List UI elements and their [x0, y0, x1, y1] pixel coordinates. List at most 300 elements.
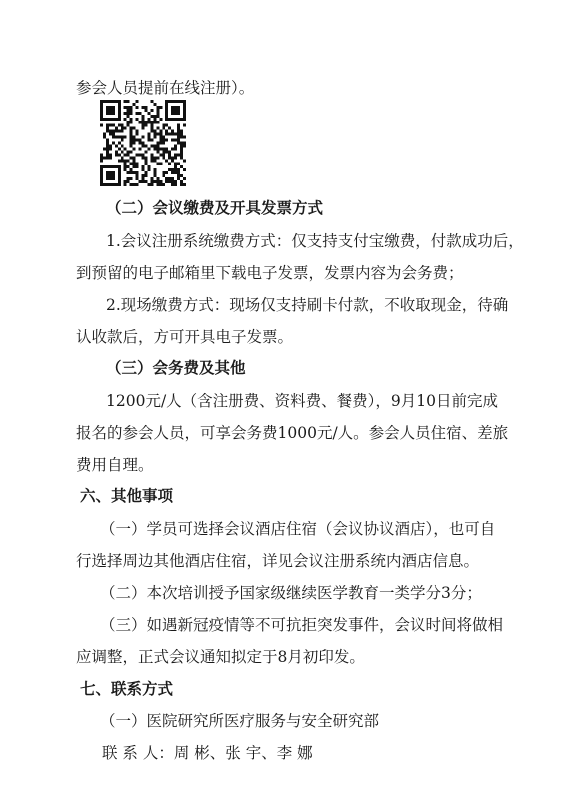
qr-module — [112, 109, 115, 112]
qr-module — [165, 124, 168, 127]
qr-module — [118, 100, 121, 103]
qr-module — [159, 183, 162, 186]
qr-module — [159, 153, 162, 156]
qr-module — [103, 156, 106, 159]
qr-module — [124, 180, 127, 183]
qr-module — [162, 127, 165, 130]
qr-module — [180, 165, 183, 168]
qr-module — [100, 165, 103, 168]
text-line-onsite-payment-cont: 认收款后，方可开具电子发票。 — [76, 328, 294, 346]
section-heading-other-matters: 六、其他事项 — [80, 486, 174, 505]
qr-module — [127, 112, 130, 115]
qr-module — [118, 153, 121, 156]
qr-module — [109, 177, 112, 180]
qr-module — [109, 153, 112, 156]
qr-module — [177, 106, 180, 109]
qr-module — [150, 177, 153, 180]
section-heading-payment-invoice: （二）会议缴费及开具发票方式 — [106, 198, 324, 217]
qr-module — [168, 180, 171, 183]
qr-module — [168, 100, 171, 103]
qr-module — [142, 106, 145, 109]
qr-module — [177, 153, 180, 156]
qr-module — [150, 159, 153, 162]
qr-module — [121, 136, 124, 139]
qr-module — [165, 118, 168, 121]
qr-module — [159, 136, 162, 139]
qr-module — [106, 109, 109, 112]
qr-module — [112, 130, 115, 133]
qr-module — [136, 153, 139, 156]
qr-module — [156, 115, 159, 118]
qr-module — [115, 153, 118, 156]
qr-module — [124, 153, 127, 156]
qr-module — [100, 115, 103, 118]
qr-module — [118, 106, 121, 109]
qr-module — [127, 115, 130, 118]
qr-module — [162, 124, 165, 127]
qr-module — [162, 136, 165, 139]
qr-module — [180, 153, 183, 156]
text-line-online-payment: 1.会议注册系统缴费方式：仅支持支付宝缴费，付款成功后， — [106, 232, 524, 250]
qr-module — [118, 180, 121, 183]
qr-module — [150, 100, 153, 103]
qr-module — [168, 153, 171, 156]
qr-module — [174, 106, 177, 109]
qr-module — [121, 159, 124, 162]
qr-module — [153, 156, 156, 159]
qr-module — [177, 162, 180, 165]
qr-module — [168, 150, 171, 153]
qr-module — [144, 124, 147, 127]
qr-module — [156, 156, 159, 159]
qr-module — [150, 144, 153, 147]
section-heading-fees-other: （三）会务费及其他 — [106, 358, 246, 377]
qr-module — [180, 147, 183, 150]
text-line-credits: （二）本次培训授予国家级继续医学教育一类学分3分； — [100, 584, 482, 602]
qr-module — [153, 168, 156, 171]
qr-module — [142, 136, 145, 139]
qr-module — [136, 130, 139, 133]
qr-module — [153, 103, 156, 106]
qr-module — [139, 142, 142, 145]
qr-module — [153, 118, 156, 121]
qr-module — [147, 165, 150, 168]
qr-module — [150, 156, 153, 159]
qr-module — [118, 165, 121, 168]
qr-module — [136, 139, 139, 142]
qr-module — [106, 171, 109, 174]
qr-module — [150, 139, 153, 142]
qr-module — [156, 112, 159, 115]
qr-module — [130, 121, 133, 124]
qr-module — [127, 124, 130, 127]
qr-module — [165, 139, 168, 142]
qr-module — [112, 106, 115, 109]
qr-module — [144, 156, 147, 159]
qr-module — [121, 150, 124, 153]
qr-module — [103, 100, 106, 103]
qr-module — [165, 150, 168, 153]
qr-module — [162, 183, 165, 186]
qr-module — [112, 112, 115, 115]
qr-module — [165, 147, 168, 150]
qr-module — [174, 147, 177, 150]
qr-module — [112, 142, 115, 145]
qr-module — [183, 115, 186, 118]
qr-module — [177, 118, 180, 121]
qr-module — [133, 103, 136, 106]
qr-module — [159, 162, 162, 165]
qr-module — [183, 112, 186, 115]
qr-module — [100, 118, 103, 121]
qr-module — [147, 112, 150, 115]
qr-module — [174, 168, 177, 171]
qr-module — [124, 147, 127, 150]
qr-module — [142, 156, 145, 159]
qr-module — [144, 174, 147, 177]
qr-module — [109, 124, 112, 127]
qr-module — [139, 139, 142, 142]
qr-module — [165, 106, 168, 109]
qr-module — [168, 127, 171, 130]
qr-module — [177, 112, 180, 115]
qr-module — [133, 171, 136, 174]
qr-module — [177, 177, 180, 180]
qr-module — [112, 165, 115, 168]
qr-module — [124, 165, 127, 168]
qr-module — [180, 118, 183, 121]
qr-module — [130, 144, 133, 147]
qr-module — [121, 130, 124, 133]
qr-module — [130, 183, 133, 186]
qr-module — [177, 100, 180, 103]
qr-module — [156, 177, 159, 180]
qr-module — [112, 174, 115, 177]
qr-module — [180, 156, 183, 159]
qr-module — [153, 130, 156, 133]
qr-module — [165, 112, 168, 115]
qr-module — [165, 103, 168, 106]
text-line-department: （一）医院研究所医疗服务与安全研究部 — [100, 712, 380, 730]
qr-module — [168, 177, 171, 180]
qr-module — [106, 183, 109, 186]
qr-module — [144, 150, 147, 153]
qr-module — [133, 156, 136, 159]
qr-module — [115, 127, 118, 130]
qr-module — [112, 171, 115, 174]
qr-module — [156, 150, 159, 153]
qr-module — [121, 124, 124, 127]
qr-module — [183, 124, 186, 127]
qr-module — [153, 159, 156, 162]
qr-module — [127, 109, 130, 112]
qr-module — [100, 106, 103, 109]
qr-module — [115, 183, 118, 186]
qr-module — [109, 183, 112, 186]
qr-module — [171, 177, 174, 180]
qr-module — [156, 127, 159, 130]
qr-module — [109, 165, 112, 168]
qr-module — [180, 144, 183, 147]
qr-module — [142, 144, 145, 147]
qr-module — [118, 130, 121, 133]
qr-module — [147, 147, 150, 150]
text-line-registration-note: 参会人员提前在线注册）。 — [76, 79, 255, 97]
qr-module — [130, 168, 133, 171]
qr-module — [177, 109, 180, 112]
qr-module — [133, 159, 136, 162]
qr-module — [147, 118, 150, 121]
qr-module — [180, 133, 183, 136]
qr-module — [171, 118, 174, 121]
qr-module — [171, 147, 174, 150]
qr-module — [133, 127, 136, 130]
qr-module — [171, 109, 174, 112]
text-line-covid-adjustment: （三）如遇新冠疫情等不可抗拒突发事件，会议时间将做相 — [100, 616, 504, 634]
qr-module — [124, 106, 127, 109]
qr-module — [115, 165, 118, 168]
text-line-accommodation-cont: 行选择周边其他酒店住宿，详见会议注册系统内酒店信息。 — [76, 552, 480, 570]
qr-module — [118, 177, 121, 180]
qr-module — [130, 156, 133, 159]
qr-module — [139, 112, 142, 115]
qr-module — [142, 127, 145, 130]
qr-module — [156, 142, 159, 145]
qr-module — [130, 118, 133, 121]
qr-module — [106, 142, 109, 145]
qr-module — [124, 168, 127, 171]
qr-module — [109, 171, 112, 174]
text-line-fee-self-pay: 费用自理。 — [76, 456, 154, 474]
qr-module — [144, 162, 147, 165]
qr-module — [127, 106, 130, 109]
qr-module — [127, 150, 130, 153]
qr-module — [109, 109, 112, 112]
qr-module — [115, 144, 118, 147]
qr-module — [106, 150, 109, 153]
qr-module — [177, 171, 180, 174]
qr-module — [144, 121, 147, 124]
qr-module — [168, 156, 171, 159]
qr-module — [103, 133, 106, 136]
qr-module — [133, 165, 136, 168]
qr-module — [150, 130, 153, 133]
qr-module — [171, 106, 174, 109]
qr-module — [133, 142, 136, 145]
qr-module — [174, 133, 177, 136]
qr-module — [130, 171, 133, 174]
qr-module — [136, 118, 139, 121]
qr-module — [112, 100, 115, 103]
qr-module — [112, 183, 115, 186]
qr-module — [144, 106, 147, 109]
qr-module — [159, 133, 162, 136]
qr-module — [106, 177, 109, 180]
qr-module — [139, 147, 142, 150]
qr-module — [121, 139, 124, 142]
qr-module — [153, 144, 156, 147]
qr-module — [183, 103, 186, 106]
qr-module — [162, 153, 165, 156]
qr-module — [106, 106, 109, 109]
qr-module — [103, 118, 106, 121]
qr-module — [150, 183, 153, 186]
qr-module — [127, 180, 130, 183]
qr-module — [147, 136, 150, 139]
qr-module — [106, 112, 109, 115]
qr-module — [159, 139, 162, 142]
qr-module — [136, 183, 139, 186]
qr-module — [100, 156, 103, 159]
qr-module — [136, 174, 139, 177]
qr-module — [136, 177, 139, 180]
qr-module — [162, 142, 165, 145]
qr-module — [118, 124, 121, 127]
qr-module — [174, 180, 177, 183]
qr-module — [171, 180, 174, 183]
qr-module — [180, 136, 183, 139]
qr-module — [130, 127, 133, 130]
qr-module — [156, 109, 159, 112]
qr-module — [177, 127, 180, 130]
qr-module — [177, 133, 180, 136]
qr-module — [165, 177, 168, 180]
qr-module — [136, 165, 139, 168]
qr-module — [180, 100, 183, 103]
qr-module — [147, 139, 150, 142]
qr-module — [156, 133, 159, 136]
qr-module — [153, 171, 156, 174]
qr-module — [153, 147, 156, 150]
qr-module — [162, 156, 165, 159]
qr-module — [109, 100, 112, 103]
qr-module — [139, 153, 142, 156]
qr-module — [142, 153, 145, 156]
qr-module — [180, 180, 183, 183]
qr-module — [109, 112, 112, 115]
qr-module — [109, 106, 112, 109]
qr-module — [100, 174, 103, 177]
qr-module — [171, 159, 174, 162]
qr-module — [124, 127, 127, 130]
qr-module — [118, 136, 121, 139]
qr-module — [124, 183, 127, 186]
qr-module — [142, 121, 145, 124]
qr-module — [180, 150, 183, 153]
qr-module — [133, 139, 136, 142]
qr-module — [121, 127, 124, 130]
qr-module — [130, 112, 133, 115]
qr-module — [103, 147, 106, 150]
qr-module — [174, 183, 177, 186]
qr-module — [142, 174, 145, 177]
qr-module — [159, 180, 162, 183]
qr-module — [183, 159, 186, 162]
qr-module — [130, 109, 133, 112]
qr-module — [136, 133, 139, 136]
qr-module — [142, 142, 145, 145]
qr-module — [147, 121, 150, 124]
qr-module — [142, 177, 145, 180]
qr-module — [115, 136, 118, 139]
qr-module — [133, 183, 136, 186]
qr-module — [121, 144, 124, 147]
qr-module — [121, 156, 124, 159]
text-line-onsite-payment: 2.现场缴费方式：现场仅支持刷卡付款，不收取现金，待确 — [106, 296, 509, 314]
qr-module — [100, 177, 103, 180]
qr-module — [115, 150, 118, 153]
qr-module — [106, 156, 109, 159]
qr-module — [153, 133, 156, 136]
text-line-covid-adjustment-cont: 应调整，正式会议通知拟定于8月初印发。 — [76, 648, 365, 666]
qr-module — [106, 144, 109, 147]
qr-module — [177, 168, 180, 171]
qr-module — [165, 115, 168, 118]
qr-module — [100, 153, 103, 156]
qr-module — [144, 171, 147, 174]
qr-module — [100, 124, 103, 127]
registration-qr-code — [100, 100, 186, 186]
qr-module — [183, 118, 186, 121]
qr-module — [100, 109, 103, 112]
qr-module — [171, 112, 174, 115]
qr-module — [177, 174, 180, 177]
qr-module — [112, 124, 115, 127]
qr-module — [106, 139, 109, 142]
qr-module — [153, 121, 156, 124]
qr-module — [118, 159, 121, 162]
qr-module — [174, 144, 177, 147]
qr-module — [156, 144, 159, 147]
qr-module — [183, 177, 186, 180]
qr-module — [177, 130, 180, 133]
text-line-fee-discount: 报名的参会人员，可享会务费1000元/人。参会人员住宿、差旅 — [76, 424, 509, 442]
qr-module — [180, 183, 183, 186]
text-line-contact-persons: 联 系 人：周 彬、张 宇、李 娜 — [102, 744, 313, 762]
qr-module — [174, 162, 177, 165]
qr-module — [136, 106, 139, 109]
qr-module — [124, 159, 127, 162]
qr-module — [168, 162, 171, 165]
qr-module — [144, 109, 147, 112]
qr-module — [100, 171, 103, 174]
qr-module — [183, 136, 186, 139]
qr-module — [100, 183, 103, 186]
qr-module — [124, 136, 127, 139]
qr-module — [109, 144, 112, 147]
qr-module — [127, 153, 130, 156]
qr-module — [144, 159, 147, 162]
qr-module — [162, 147, 165, 150]
qr-module — [142, 118, 145, 121]
qr-module — [124, 118, 127, 121]
qr-module — [118, 112, 121, 115]
qr-module — [127, 159, 130, 162]
qr-module — [177, 136, 180, 139]
qr-module — [183, 142, 186, 145]
qr-module — [150, 153, 153, 156]
qr-module — [156, 106, 159, 109]
qr-module — [115, 100, 118, 103]
qr-module — [130, 150, 133, 153]
qr-module — [100, 103, 103, 106]
qr-module — [124, 162, 127, 165]
qr-module — [112, 133, 115, 136]
qr-module — [156, 180, 159, 183]
qr-module — [112, 136, 115, 139]
qr-module — [118, 174, 121, 177]
qr-module — [139, 121, 142, 124]
